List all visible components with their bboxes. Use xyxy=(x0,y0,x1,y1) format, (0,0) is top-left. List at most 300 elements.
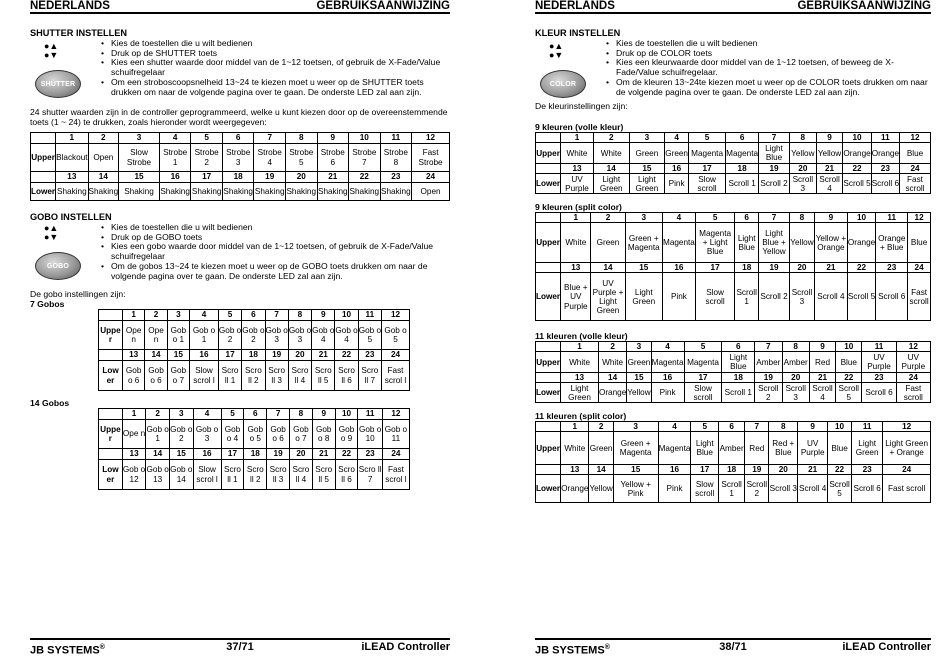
key-number-cell: 24 xyxy=(412,172,450,183)
value-cell: Shaking xyxy=(317,183,349,201)
shutter-table xyxy=(30,132,450,201)
value-cell: Scroll 1 xyxy=(735,273,759,321)
table-row xyxy=(536,143,931,164)
value-cell: Strobe 3 xyxy=(222,144,254,172)
value-cell: Strobe 5 xyxy=(285,144,317,172)
key-number-cell: 24 xyxy=(900,164,931,174)
key-number-cell: 13 xyxy=(561,373,599,383)
key-number-cell: 19 xyxy=(755,373,782,383)
key-number-cell: 14 xyxy=(88,172,119,183)
key-number-cell: 23 xyxy=(380,172,412,183)
footer-brand: JB SYSTEMS® xyxy=(30,644,105,657)
key-number-cell: 21 xyxy=(816,164,843,174)
header-language: NEDERLANDS xyxy=(30,0,110,12)
upper-row-label: Uppe r xyxy=(99,420,123,449)
key-number-cell: 5 xyxy=(221,409,244,420)
lower-row-label: Lower xyxy=(536,475,561,503)
key-number-cell: 10 xyxy=(828,422,852,432)
key-number-cell: 23 xyxy=(862,373,896,383)
value-cell: Amber xyxy=(719,432,745,465)
key-number-cell: 11 xyxy=(862,342,896,352)
key-number-cell: 14 xyxy=(591,263,625,273)
value-cell: Gob o 12 xyxy=(122,460,146,490)
color-heading: KLEUR INSTELLEN xyxy=(535,28,621,38)
table-corner-cell xyxy=(536,164,561,174)
key-number-cell: 2 xyxy=(146,409,170,420)
color-table-label: 11 kleuren (volle kleur) xyxy=(535,331,628,341)
table-corner-cell xyxy=(536,422,561,432)
value-cell: Scro ll 5 xyxy=(312,460,335,490)
gobo-steps xyxy=(100,223,450,281)
table-row xyxy=(536,223,931,263)
key-number-cell: 18 xyxy=(735,263,759,273)
key-number-cell: 3 xyxy=(169,409,193,420)
color-intro: De kleurinstellingen zijn: xyxy=(535,101,628,111)
key-number-cell: 17 xyxy=(218,350,241,361)
header-title: GEBRUIKSAANWIJZING xyxy=(316,0,450,12)
value-cell: Fast scroll xyxy=(896,383,930,403)
key-number-cell: 11 xyxy=(358,409,382,420)
value-cell: UV Purple xyxy=(561,174,594,194)
value-cell: Open xyxy=(88,144,119,172)
gobo-intro: De gobo instellingen zijn: xyxy=(30,289,126,299)
key-number-cell: 17 xyxy=(221,449,244,460)
shutter-heading: SHUTTER INSTELLEN xyxy=(30,28,127,38)
value-cell: Orange xyxy=(598,383,626,403)
value-cell: Shaking xyxy=(222,183,254,201)
value-cell: UV Purple xyxy=(896,352,930,373)
gobo-7-label: 7 Gobos xyxy=(30,299,65,309)
key-number-cell: 16 xyxy=(193,449,221,460)
key-number-cell: 18 xyxy=(244,449,267,460)
value-cell: Gob o 11 xyxy=(382,420,409,449)
value-cell: Green xyxy=(627,352,651,373)
value-cell: Gob o 3 xyxy=(288,321,311,350)
value-cell: Scroll 5 xyxy=(836,383,862,403)
key-number-cell: 4 xyxy=(658,422,691,432)
color-table-label: 9 kleuren (volle kleur) xyxy=(535,122,624,132)
upper-row-label: Upper xyxy=(536,143,561,164)
value-cell: Scroll 2 xyxy=(759,174,790,194)
shutter-step: • Kies de toestellen die u wilt bedienen xyxy=(100,39,450,49)
value-cell: Slow scroll xyxy=(684,383,722,403)
table-corner-cell xyxy=(536,465,561,475)
gobo-step: • Om de gobos 13~24 te kiezen moet u weer op de GOBO toets drukken om naar de volgende pagina over te gaan. De onderste LED zal aan zijn. xyxy=(100,262,450,281)
value-cell: Light Green xyxy=(629,174,665,194)
key-number-cell: 17 xyxy=(695,263,734,273)
lower-row-label: Low er xyxy=(99,361,123,391)
key-number-cell: 24 xyxy=(908,263,931,273)
color-table-11-split xyxy=(535,421,931,503)
key-number-cell: 9 xyxy=(814,213,847,223)
color-step: • Kies een kleurwaarde door middel van de 1~12 toetsen, of beweeg de X-Fade/Value schuifregelaar. xyxy=(605,58,931,77)
value-cell: Scroll 1 xyxy=(722,383,755,403)
value-cell: Light Blue xyxy=(759,143,790,164)
key-number-cell: 13 xyxy=(561,164,594,174)
value-cell: Blue xyxy=(908,223,931,263)
key-number-cell: 6 xyxy=(242,310,265,321)
value-cell: Red + Blue xyxy=(769,432,798,465)
key-number-cell: 9 xyxy=(312,409,335,420)
value-cell: Light Green + Orange xyxy=(883,432,931,465)
key-number-cell: 11 xyxy=(871,133,899,143)
value-cell: Gob o 1 xyxy=(167,321,189,350)
key-number-cell: 9 xyxy=(798,422,828,432)
key-number-cell: 18 xyxy=(222,172,254,183)
key-number-cell: 23 xyxy=(358,449,382,460)
key-number-cell: 7 xyxy=(254,133,286,144)
value-cell: Gob o 10 xyxy=(358,420,382,449)
value-cell: Green xyxy=(665,143,689,164)
value-cell: Orange xyxy=(847,223,875,263)
value-cell: Yellow xyxy=(789,223,814,263)
value-cell: White xyxy=(593,143,629,164)
page-header xyxy=(30,0,450,14)
key-number-cell: 1 xyxy=(123,310,145,321)
value-cell: Gob o 1 xyxy=(146,420,170,449)
page-header xyxy=(535,0,931,14)
key-number-cell: 1 xyxy=(561,213,591,223)
table-row xyxy=(536,432,931,465)
key-number-cell: 21 xyxy=(814,263,847,273)
value-cell: Scro ll 7 xyxy=(358,460,382,490)
value-cell: Blue xyxy=(828,432,852,465)
table-corner-cell xyxy=(536,342,561,352)
key-number-cell: 8 xyxy=(290,409,313,420)
table-row xyxy=(99,361,410,391)
table-corner-cell xyxy=(99,449,123,460)
key-number-cell: 9 xyxy=(317,133,349,144)
key-number-cell: 17 xyxy=(688,164,725,174)
value-cell: Strobe 4 xyxy=(254,144,286,172)
key-number-cell: 23 xyxy=(876,263,908,273)
value-cell: Scroll 1 xyxy=(719,475,745,503)
value-cell: Orange xyxy=(871,143,899,164)
color-table-9-split xyxy=(535,212,931,321)
value-cell: Slow scrol l xyxy=(193,460,221,490)
key-number-cell: 12 xyxy=(908,213,931,223)
lower-row-label: Low er xyxy=(99,460,123,490)
shutter-step: • Om een stroboscoopsnelheid 13~24 te kiezen moet u weer op de SHUTTER toets drukken om naar de volgende pagina over te gaan. De onderste LED zal aan zijn. xyxy=(100,78,450,97)
key-number-cell: 5 xyxy=(688,133,725,143)
table-number-row xyxy=(536,342,931,352)
table-row xyxy=(99,321,410,350)
key-number-cell: 1 xyxy=(122,409,146,420)
value-cell: Green + Magenta xyxy=(613,432,658,465)
value-cell: Slow scroll xyxy=(691,475,719,503)
value-cell: Yellow + Orange xyxy=(814,223,847,263)
value-cell: Gob o 3 xyxy=(265,321,288,350)
value-cell: Shaking xyxy=(159,183,191,201)
table-corner-cell xyxy=(536,263,561,273)
value-cell: Ope n xyxy=(145,321,167,350)
value-cell: Shaking xyxy=(380,183,412,201)
value-cell: Blackout xyxy=(56,144,88,172)
value-cell: Scroll 6 xyxy=(862,383,896,403)
key-number-cell: 20 xyxy=(288,350,311,361)
value-cell: Strobe 6 xyxy=(317,144,349,172)
key-number-cell: 7 xyxy=(759,213,790,223)
key-number-cell: 16 xyxy=(663,263,696,273)
color-table-9-full xyxy=(535,132,931,194)
value-cell: Green xyxy=(589,432,613,465)
value-cell: Gob o 6 xyxy=(267,420,290,449)
value-cell: Pink xyxy=(651,383,684,403)
key-number-cell: 19 xyxy=(265,350,288,361)
value-cell: Blue xyxy=(836,352,862,373)
upper-row-label: Upper xyxy=(536,432,561,465)
value-cell: Scroll 1 xyxy=(726,174,759,194)
key-number-cell: 2 xyxy=(88,133,119,144)
value-cell: Magenta xyxy=(663,223,696,263)
value-cell: Scroll 5 xyxy=(828,475,852,503)
value-cell: Magenta xyxy=(658,432,691,465)
key-number-cell: 9 xyxy=(312,310,335,321)
key-number-cell: 10 xyxy=(843,133,871,143)
key-number-cell: 10 xyxy=(335,310,358,321)
key-number-cell: 12 xyxy=(382,409,409,420)
value-cell: Scroll 3 xyxy=(769,475,798,503)
key-number-cell: 20 xyxy=(290,449,313,460)
key-number-cell: 16 xyxy=(658,465,691,475)
gobo-heading: GOBO INSTELLEN xyxy=(30,212,112,222)
value-cell: Light Blue + Yellow xyxy=(759,223,790,263)
key-number-cell: 5 xyxy=(691,422,719,432)
value-cell: Gob o 2 xyxy=(169,420,193,449)
value-cell: Light Blue xyxy=(735,223,759,263)
key-number-cell: 12 xyxy=(900,133,931,143)
value-cell: Fast scrol l xyxy=(382,460,409,490)
value-cell: Gob o 6 xyxy=(123,361,145,391)
key-number-cell: 1 xyxy=(561,422,589,432)
key-number-cell: 20 xyxy=(789,263,814,273)
value-cell: Gob o 6 xyxy=(145,361,167,391)
key-number-cell: 8 xyxy=(789,133,816,143)
key-number-cell: 2 xyxy=(598,342,626,352)
key-number-cell: 7 xyxy=(267,409,290,420)
key-number-cell: 22 xyxy=(828,465,852,475)
page-number: 38/71 xyxy=(719,641,747,653)
value-cell: Fast scroll xyxy=(908,273,931,321)
key-number-cell: 16 xyxy=(190,350,219,361)
key-number-cell: 6 xyxy=(244,409,267,420)
key-number-cell: 5 xyxy=(218,310,241,321)
key-number-cell: 6 xyxy=(722,342,755,352)
key-number-cell: 20 xyxy=(769,465,798,475)
footer-product: iLEAD Controller xyxy=(361,641,450,653)
key-number-cell: 10 xyxy=(335,409,358,420)
key-number-cell: 3 xyxy=(613,422,658,432)
key-number-cell: 15 xyxy=(167,350,189,361)
key-number-cell: 17 xyxy=(684,373,722,383)
value-cell: Orange xyxy=(561,475,589,503)
value-cell: Scro ll 2 xyxy=(244,460,267,490)
key-number-cell: 11 xyxy=(876,213,908,223)
page-footer xyxy=(30,638,450,657)
table-corner-cell xyxy=(536,133,561,143)
value-cell: Scroll 5 xyxy=(843,174,871,194)
value-cell: Scro ll 6 xyxy=(335,460,358,490)
table-number-row xyxy=(536,373,931,383)
value-cell: Gob o 4 xyxy=(221,420,244,449)
value-cell: Fast scroll xyxy=(883,475,931,503)
key-number-cell: 19 xyxy=(267,449,290,460)
color-button-icon: COLOR xyxy=(540,70,586,98)
key-number-cell: 8 xyxy=(285,133,317,144)
key-number-cell: 14 xyxy=(598,373,626,383)
value-cell: Shaking xyxy=(56,183,88,201)
key-number-cell: 19 xyxy=(759,164,790,174)
value-cell: Scroll 4 xyxy=(798,475,828,503)
value-cell: Yellow + Pink xyxy=(613,475,658,503)
value-cell: Scroll 4 xyxy=(814,273,847,321)
table-corner-cell xyxy=(99,350,123,361)
value-cell: Scro ll 6 xyxy=(335,361,358,391)
key-number-cell: 8 xyxy=(288,310,311,321)
gobo-step: • Kies een gobo waarde door middel van de 1~12 toetsen, of gebruik de X-Fade/Value schuifregelaar xyxy=(100,242,450,261)
key-number-cell: 21 xyxy=(317,172,349,183)
shutter-step: • Druk op de SHUTTER toets xyxy=(100,49,450,59)
key-number-cell: 3 xyxy=(167,310,189,321)
table-number-row xyxy=(536,465,931,475)
value-cell: Scroll 5 xyxy=(847,273,875,321)
key-number-cell: 17 xyxy=(691,465,719,475)
value-cell: Red xyxy=(745,432,769,465)
value-cell: Light Green xyxy=(593,174,629,194)
value-cell: Slow scroll xyxy=(688,174,725,194)
key-number-cell: 2 xyxy=(145,310,167,321)
key-number-cell: 16 xyxy=(159,172,191,183)
value-cell: Scro ll 2 xyxy=(242,361,265,391)
value-cell: Yellow xyxy=(789,143,816,164)
table-number-row xyxy=(99,310,410,321)
key-number-cell: 5 xyxy=(695,213,734,223)
key-number-cell: 4 xyxy=(190,310,219,321)
value-cell: Shaking xyxy=(349,183,381,201)
key-number-cell: 18 xyxy=(719,465,745,475)
value-cell: Pink xyxy=(665,174,689,194)
upper-row-label: Upper xyxy=(536,223,561,263)
lower-row-label: Lower xyxy=(536,383,561,403)
key-number-cell: 4 xyxy=(665,133,689,143)
key-number-cell: 19 xyxy=(254,172,286,183)
color-table-label: 9 kleuren (split color) xyxy=(535,202,622,212)
value-cell: Ope n xyxy=(122,420,146,449)
value-cell: Scroll 3 xyxy=(782,383,809,403)
value-cell: Green + Magenta xyxy=(625,223,662,263)
shutter-step: • Kies een shutter waarde door middel van de 1~12 toetsen, of gebruik de X-Fade/Value schuifregelaar xyxy=(100,58,450,77)
arrow-keys-icon: ●▲ ●▼ xyxy=(44,41,59,60)
value-cell: Strobe 7 xyxy=(349,144,381,172)
table-corner-cell xyxy=(31,172,56,183)
key-number-cell: 7 xyxy=(755,342,782,352)
table-row xyxy=(31,144,450,172)
key-number-cell: 13 xyxy=(56,172,88,183)
value-cell: Open xyxy=(412,183,450,201)
key-number-cell: 14 xyxy=(589,465,613,475)
value-cell: Gob o 5 xyxy=(358,321,381,350)
value-cell: Scroll 3 xyxy=(789,273,814,321)
key-number-cell: 5 xyxy=(684,342,722,352)
key-number-cell: 4 xyxy=(193,409,221,420)
key-number-cell: 18 xyxy=(242,350,265,361)
value-cell: White xyxy=(561,352,599,373)
value-cell: Slow Strobe xyxy=(119,144,160,172)
key-number-cell: 15 xyxy=(613,465,658,475)
color-table-11-full xyxy=(535,341,931,403)
value-cell: Slow scrol l xyxy=(190,361,219,391)
key-number-cell: 11 xyxy=(380,133,412,144)
key-number-cell: 24 xyxy=(382,449,409,460)
key-number-cell: 11 xyxy=(852,422,883,432)
page-footer xyxy=(535,638,931,657)
shutter-steps xyxy=(100,39,450,97)
arrow-keys-icon: ●▲ ●▼ xyxy=(44,223,59,242)
table-corner-cell xyxy=(536,373,561,383)
key-number-cell: 10 xyxy=(349,133,381,144)
value-cell: Blue + UV Purple xyxy=(561,273,591,321)
value-cell: Amber xyxy=(782,352,809,373)
shutter-button-icon: SHUTTER xyxy=(35,70,81,98)
value-cell: Shaking xyxy=(254,183,286,201)
header-title: GEBRUIKSAANWIJZING xyxy=(797,0,931,12)
table-corner-cell xyxy=(99,310,123,321)
key-number-cell: 4 xyxy=(159,133,191,144)
key-number-cell: 16 xyxy=(665,164,689,174)
value-cell: Shaking xyxy=(191,183,223,201)
value-cell: Magenta + Light Blue xyxy=(695,223,734,263)
value-cell: Red xyxy=(809,352,835,373)
key-number-cell: 6 xyxy=(222,133,254,144)
table-row xyxy=(99,460,410,490)
value-cell: Ope n xyxy=(123,321,145,350)
key-number-cell: 6 xyxy=(726,133,759,143)
table-corner-cell xyxy=(536,213,561,223)
key-number-cell: 2 xyxy=(593,133,629,143)
value-cell: Scro ll 1 xyxy=(221,460,244,490)
value-cell: Scroll 4 xyxy=(809,383,835,403)
value-cell: Gob o 9 xyxy=(335,420,358,449)
value-cell: Light Green xyxy=(625,273,662,321)
value-cell: Magenta xyxy=(726,143,759,164)
value-cell: Blue xyxy=(900,143,931,164)
key-number-cell: 20 xyxy=(782,373,809,383)
value-cell: Pink xyxy=(658,475,691,503)
key-number-cell: 7 xyxy=(265,310,288,321)
key-number-cell: 22 xyxy=(847,263,875,273)
value-cell: Green xyxy=(591,223,625,263)
value-cell: Scro ll 4 xyxy=(290,460,313,490)
key-number-cell: 24 xyxy=(883,465,931,475)
value-cell: Pink xyxy=(663,273,696,321)
table-number-row xyxy=(31,133,450,144)
key-number-cell: 19 xyxy=(759,263,790,273)
key-number-cell: 10 xyxy=(847,213,875,223)
value-cell: Gob o 8 xyxy=(312,420,335,449)
key-number-cell: 24 xyxy=(382,350,410,361)
color-section xyxy=(535,28,931,111)
key-number-cell: 2 xyxy=(591,213,625,223)
value-cell: Magenta xyxy=(684,352,722,373)
table-row xyxy=(99,420,410,449)
table-number-row xyxy=(536,133,931,143)
gobo-14-label: 14 Gobos xyxy=(30,398,70,408)
key-number-cell: 14 xyxy=(593,164,629,174)
key-number-cell: 4 xyxy=(663,213,696,223)
key-number-cell: 3 xyxy=(627,342,651,352)
key-number-cell: 21 xyxy=(798,465,828,475)
value-cell: Gob o 7 xyxy=(290,420,313,449)
